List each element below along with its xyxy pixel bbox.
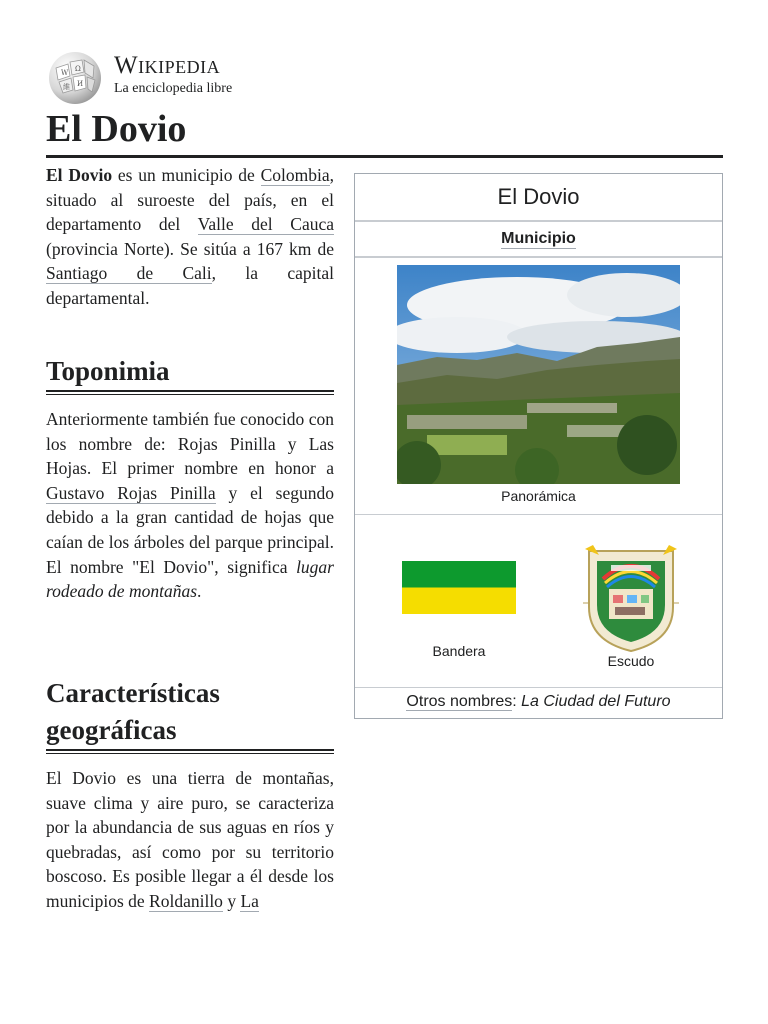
link-valle-del-cauca[interactable]: Valle del Cauca: [197, 214, 335, 235]
link-otros-nombres[interactable]: Otros nombres: [406, 693, 513, 710]
section-divider: [46, 390, 334, 395]
flag-yellow-band: [402, 588, 516, 615]
page-title: El Dovio: [46, 108, 187, 150]
infobox-subtitle: [355, 222, 722, 258]
svg-text:W: W: [61, 69, 69, 77]
other-names-separator: :: [512, 693, 522, 710]
intro-text: (provincia Norte). Se sitúa a 167 km de: [46, 238, 334, 259]
intro-text: , situado al suroeste del país, en el departamento del: [46, 165, 334, 235]
wikipedia-globe-icon: [46, 48, 104, 106]
infobox-symbols-row: [355, 515, 722, 688]
geografia-text: El Dovio es una tierra de montañas, suave clima y aire puro, se caracteriza por la abundancia de sus aguas en ríos y quebradas, así como por su territorio boscoso. Es posible llegar a él desde los municipios de: [46, 768, 334, 911]
intro-section: [46, 163, 334, 311]
svg-text:維: 維: [63, 83, 70, 91]
link-gustavo-rojas-pinilla[interactable]: Gustavo Rojas Pinilla: [46, 482, 216, 503]
section-divider: [46, 749, 334, 754]
geografia-text: y: [222, 890, 241, 911]
flag-image[interactable]: [402, 561, 516, 614]
wikipedia-wordmark: Wikipedia: [114, 52, 221, 79]
toponimia-emphasis: lugar rodeado de montañas: [46, 556, 334, 602]
flag-caption: Bandera: [432, 643, 486, 659]
coat-of-arms-image[interactable]: [583, 545, 679, 655]
svg-text:Ω: Ω: [75, 65, 81, 73]
heading-caracteristicas-geograficas: Características geográficas: [46, 678, 220, 745]
link-colombia[interactable]: Colombia: [260, 165, 330, 185]
toponimia-text: Anteriormente también fue conocido con los nombre de: Rojas Pinilla y Las Hojas. El primer nombre en honor a: [46, 409, 334, 479]
toponimia-text: y el segundo debido a la gran cantidad de hojas que caían de los árboles del parque principal. El nombre "El Dovio", significa: [46, 482, 334, 577]
wikipedia-tagline: La enciclopedia libre: [114, 81, 233, 96]
wikipedia-logo[interactable]: [46, 48, 276, 108]
photo-caption: Panorámica: [501, 488, 576, 504]
infobox-other-names: [355, 688, 722, 715]
flag-green-band: [402, 561, 516, 588]
svg-text:И: И: [77, 80, 84, 88]
intro-text: , la capital departamental.: [46, 263, 334, 308]
toponimia-paragraph: [46, 407, 334, 604]
shield-caption: Escudo: [607, 653, 655, 669]
heading-toponimia: Toponimia: [46, 356, 170, 386]
geografia-paragraph: [46, 766, 334, 914]
intro-subject: El Dovio: [46, 165, 113, 185]
other-names-value: La Ciudad del Futuro: [521, 693, 671, 710]
section-toponimia: [46, 353, 334, 604]
link-la[interactable]: La: [240, 890, 259, 911]
intro-paragraph: [46, 163, 334, 311]
link-roldanillo[interactable]: Roldanillo: [149, 890, 223, 911]
panoramic-photo[interactable]: [397, 265, 680, 484]
section-geografia: [46, 675, 334, 914]
title-divider: [46, 155, 723, 158]
infobox-photo-row: [355, 258, 722, 515]
infobox-title: El Dovio: [355, 174, 722, 222]
link-municipio[interactable]: Municipio: [501, 230, 576, 247]
infobox: [354, 173, 723, 719]
intro-text: es un municipio de: [112, 165, 261, 185]
link-santiago-de-cali[interactable]: Santiago de Cali: [46, 263, 212, 284]
toponimia-text: .: [197, 581, 202, 602]
